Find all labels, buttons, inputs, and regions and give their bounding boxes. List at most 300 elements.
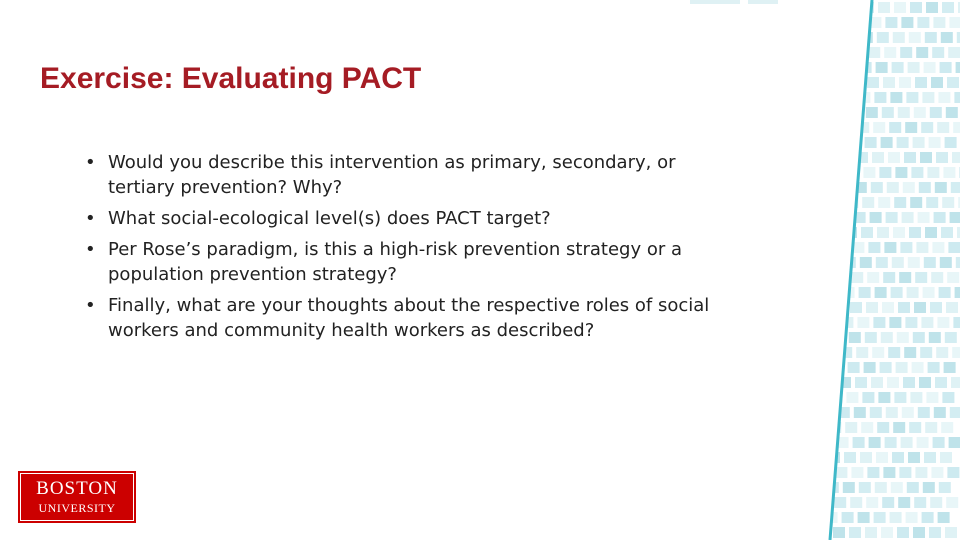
decorative-tile bbox=[944, 362, 956, 373]
decorative-tile bbox=[924, 452, 936, 463]
decorative-tile bbox=[833, 137, 845, 148]
decorative-tile bbox=[857, 317, 869, 328]
decorative-tile bbox=[893, 32, 905, 43]
decorative-tile bbox=[918, 212, 930, 223]
decorative-tile bbox=[954, 92, 960, 103]
decorative-tile bbox=[894, 2, 906, 13]
decorative-tile bbox=[900, 242, 912, 253]
decorative-tile bbox=[885, 17, 897, 28]
decorative-tile bbox=[838, 212, 850, 223]
decorative-tile bbox=[905, 317, 917, 328]
decorative-tile bbox=[920, 152, 932, 163]
decorative-tile bbox=[833, 527, 845, 538]
decorative-tile bbox=[935, 182, 947, 193]
decorative-tile bbox=[936, 152, 948, 163]
decorative-tile bbox=[934, 212, 946, 223]
decorative-tile bbox=[909, 422, 921, 433]
decorative-tile bbox=[956, 62, 960, 73]
decorative-tile bbox=[887, 377, 899, 388]
decorative-tile bbox=[899, 77, 911, 88]
decorative-tile bbox=[925, 227, 937, 238]
decorative-tile bbox=[937, 317, 949, 328]
decorative-tile bbox=[894, 197, 906, 208]
decorative-tile bbox=[868, 47, 880, 58]
decorative-tile bbox=[835, 77, 847, 88]
decorative-tile bbox=[932, 242, 944, 253]
decorative-tile bbox=[824, 152, 836, 163]
decorative-tile bbox=[834, 302, 846, 313]
decorative-tile bbox=[830, 197, 842, 208]
decorative-tile bbox=[864, 362, 876, 373]
decorative-tile bbox=[916, 242, 928, 253]
decorative-tile bbox=[825, 122, 837, 133]
decorative-tile bbox=[892, 257, 904, 268]
decorative-tile bbox=[833, 332, 845, 343]
decorative-tile bbox=[882, 107, 894, 118]
decorative-tile bbox=[878, 392, 890, 403]
decorative-tile bbox=[929, 527, 941, 538]
decorative-tile bbox=[856, 347, 868, 358]
decorative-tile bbox=[885, 437, 897, 448]
decorative-tile bbox=[878, 197, 890, 208]
decorative-tile bbox=[948, 47, 960, 58]
decorative-tile bbox=[874, 92, 886, 103]
decorative-tile bbox=[828, 257, 840, 268]
decorative-tile bbox=[955, 287, 960, 298]
decorative-tile bbox=[910, 197, 922, 208]
decorative-tile bbox=[890, 512, 902, 523]
decorative-tile bbox=[851, 77, 863, 88]
decorative-tile bbox=[840, 152, 852, 163]
decorative-tile bbox=[945, 332, 957, 343]
decorative-tile bbox=[915, 272, 927, 283]
decorative-tile bbox=[922, 512, 934, 523]
decorative-tile bbox=[882, 302, 894, 313]
decorative-tile bbox=[846, 392, 858, 403]
decorative-tile bbox=[931, 467, 943, 478]
decorative-tile bbox=[895, 167, 907, 178]
decorative-tile bbox=[951, 377, 960, 388]
decorative-tile bbox=[948, 242, 960, 253]
decorative-tile bbox=[875, 482, 887, 493]
decorative-tile bbox=[902, 212, 914, 223]
decorative-tile bbox=[947, 77, 959, 88]
decorative-tile bbox=[949, 437, 960, 448]
decorative-tile bbox=[917, 17, 929, 28]
decorative-tile bbox=[830, 2, 842, 13]
decorative-tile bbox=[866, 107, 878, 118]
decorative-tile bbox=[872, 347, 884, 358]
decorative-tile bbox=[868, 242, 880, 253]
decorative-tile bbox=[881, 137, 893, 148]
decorative-tile bbox=[882, 497, 894, 508]
decorative-tile bbox=[884, 47, 896, 58]
decorative-tile bbox=[939, 287, 951, 298]
bullet-item bbox=[85, 237, 745, 287]
decorative-tile bbox=[946, 107, 958, 118]
decorative-tile bbox=[924, 62, 936, 73]
decorative-tile bbox=[834, 497, 846, 508]
decorative-tile bbox=[915, 77, 927, 88]
decorative-tile bbox=[932, 47, 944, 58]
logo-frame bbox=[20, 473, 134, 521]
decorative-tile bbox=[876, 257, 888, 268]
decorative-tile bbox=[937, 122, 949, 133]
decorative-tile bbox=[908, 452, 920, 463]
logo-text-line1: BOSTON bbox=[36, 477, 118, 499]
decorative-tile bbox=[941, 227, 953, 238]
decorative-tile bbox=[877, 227, 889, 238]
decorative-tile bbox=[894, 392, 906, 403]
decorative-tile bbox=[947, 272, 959, 283]
decorative-tile bbox=[919, 377, 931, 388]
decorative-tile bbox=[934, 407, 946, 418]
decorative-tile bbox=[926, 392, 938, 403]
decorative-tile bbox=[827, 287, 839, 298]
decorative-tile bbox=[938, 512, 950, 523]
decorative-tile bbox=[897, 527, 909, 538]
decorative-tile bbox=[810, 512, 822, 523]
decorative-tile bbox=[862, 392, 874, 403]
decorative-tile bbox=[850, 302, 862, 313]
decorative-tile bbox=[825, 317, 837, 328]
decorative-tile bbox=[865, 332, 877, 343]
decorative-tile bbox=[842, 92, 854, 103]
decorative-tile bbox=[811, 482, 823, 493]
decorative-tile bbox=[829, 227, 841, 238]
decorative-tile bbox=[898, 497, 910, 508]
decorative-tile bbox=[889, 317, 901, 328]
decorative-tile bbox=[837, 17, 849, 28]
decorative-tile bbox=[941, 32, 953, 43]
decorative-tile bbox=[866, 497, 878, 508]
decorative-tile bbox=[819, 272, 831, 283]
decorative-tile bbox=[844, 452, 856, 463]
decorative-tile bbox=[901, 17, 913, 28]
decorative-tile bbox=[918, 407, 930, 418]
decorative-tile bbox=[930, 107, 942, 118]
decorative-tile bbox=[929, 137, 941, 148]
decorative-tile bbox=[936, 347, 948, 358]
decorative-tile bbox=[890, 92, 902, 103]
decorative-tile bbox=[881, 527, 893, 538]
decorative-tile bbox=[898, 302, 910, 313]
decorative-tile bbox=[851, 467, 863, 478]
decorative-tile bbox=[907, 482, 919, 493]
decorative-tile bbox=[867, 272, 879, 283]
decorative-tile bbox=[871, 182, 883, 193]
decorative-tile bbox=[867, 77, 879, 88]
decorative-tile bbox=[892, 62, 904, 73]
bullet-text: What social-ecological level(s) does PACT target? bbox=[108, 208, 551, 229]
decorative-tile bbox=[897, 332, 909, 343]
decorative-tile bbox=[953, 122, 960, 133]
decorative-tile bbox=[850, 497, 862, 508]
decorative-tile bbox=[865, 527, 877, 538]
decorative-tile bbox=[925, 32, 937, 43]
decorative-tile bbox=[892, 452, 904, 463]
decorative-tile bbox=[835, 272, 847, 283]
decorative-tile bbox=[822, 212, 834, 223]
decorative-tile bbox=[852, 47, 864, 58]
decorative-tile bbox=[823, 377, 835, 388]
decorative-tile bbox=[917, 437, 929, 448]
decorative-tile bbox=[897, 137, 909, 148]
decorative-tile bbox=[921, 317, 933, 328]
decorative-tile bbox=[950, 407, 960, 418]
slide-title: Exercise: Evaluating PACT bbox=[40, 62, 422, 95]
decorative-tile bbox=[872, 152, 884, 163]
decorative-tile bbox=[878, 2, 890, 13]
decorative-tile bbox=[831, 167, 843, 178]
decorative-tile bbox=[855, 377, 867, 388]
decorative-tile bbox=[928, 362, 940, 373]
bullet-list bbox=[85, 150, 745, 349]
decorative-tile bbox=[938, 92, 950, 103]
decorative-tile bbox=[902, 407, 914, 418]
decorative-tile bbox=[841, 122, 853, 133]
decorative-tile bbox=[871, 377, 883, 388]
tile-pattern bbox=[810, 0, 960, 540]
decorative-tile bbox=[849, 137, 861, 148]
decorative-tile bbox=[956, 257, 960, 268]
decorative-tile bbox=[924, 257, 936, 268]
decorative-tile bbox=[907, 287, 919, 298]
decorative-tile bbox=[906, 512, 918, 523]
decorative-tile bbox=[866, 302, 878, 313]
decorative-tile bbox=[877, 32, 889, 43]
decorative-tile bbox=[834, 107, 846, 118]
decorative-tile bbox=[886, 212, 898, 223]
decorative-tile bbox=[940, 452, 952, 463]
decorative-tile bbox=[925, 422, 937, 433]
bullet-text: Would you describe this intervention as primary, secondary, or tertiary prevention? Why? bbox=[108, 152, 676, 198]
decorative-tile bbox=[912, 362, 924, 373]
decorative-tile bbox=[946, 497, 958, 508]
decorative-tile bbox=[873, 122, 885, 133]
decorative-tile bbox=[920, 347, 932, 358]
decorative-tile bbox=[914, 302, 926, 313]
decorative-tile bbox=[952, 347, 960, 358]
decorative-tile bbox=[898, 107, 910, 118]
decorative-tile bbox=[821, 437, 833, 448]
bullet-item bbox=[85, 150, 745, 200]
decorative-tile bbox=[824, 347, 836, 358]
decorative-tile bbox=[900, 47, 912, 58]
decorative-tile bbox=[903, 377, 915, 388]
decorative-tile bbox=[930, 497, 942, 508]
decorative-tile bbox=[915, 467, 927, 478]
decorative-tile bbox=[883, 77, 895, 88]
decorative-tile bbox=[818, 302, 830, 313]
decorative-tile bbox=[881, 332, 893, 343]
decorative-tile bbox=[926, 197, 938, 208]
decorative-tile bbox=[903, 182, 915, 193]
decorative-tile bbox=[818, 497, 830, 508]
decorative-tile bbox=[859, 287, 871, 298]
decorative-tile bbox=[929, 332, 941, 343]
decorative-tile bbox=[816, 362, 828, 373]
decorative-tile bbox=[914, 107, 926, 118]
decorative-tile bbox=[887, 182, 899, 193]
bullet-marker: • bbox=[85, 295, 96, 316]
decorative-tile bbox=[854, 407, 866, 418]
decorative-tile bbox=[862, 197, 874, 208]
decorative-tile bbox=[853, 17, 865, 28]
decorative-tile bbox=[901, 437, 913, 448]
decorative-tile bbox=[812, 452, 824, 463]
decorative-tile bbox=[913, 332, 925, 343]
decorative-tile bbox=[889, 122, 901, 133]
decorative-tile bbox=[914, 497, 926, 508]
decorative-tile bbox=[853, 437, 865, 448]
decorative-tile bbox=[835, 467, 847, 478]
decorative-tile bbox=[823, 182, 835, 193]
decorative-tile bbox=[817, 332, 829, 343]
decorative-tile bbox=[922, 92, 934, 103]
decorative-tile bbox=[933, 17, 945, 28]
decorative-tile bbox=[814, 392, 826, 403]
decorative-tile bbox=[842, 512, 854, 523]
decorative-tile bbox=[906, 92, 918, 103]
decorative-tile bbox=[849, 527, 861, 538]
decorative-tile bbox=[874, 512, 886, 523]
decorative-tile bbox=[927, 167, 939, 178]
decorative-tile bbox=[893, 227, 905, 238]
bullet-text: Finally, what are your thoughts about the respective roles of social workers and community health workers as described? bbox=[108, 295, 710, 341]
decorative-tile bbox=[943, 167, 955, 178]
decorative-tile bbox=[876, 452, 888, 463]
decorative-tile bbox=[893, 422, 905, 433]
decorative-tile bbox=[931, 77, 943, 88]
decorative-tile bbox=[869, 437, 881, 448]
decorative-tile bbox=[859, 482, 871, 493]
decorative-tile bbox=[910, 392, 922, 403]
decorative-tile bbox=[846, 2, 858, 13]
decorative-tile bbox=[839, 182, 851, 193]
decorative-tile bbox=[911, 167, 923, 178]
decorative-tile bbox=[909, 32, 921, 43]
decorative-tile bbox=[813, 422, 825, 433]
decorative-tile bbox=[861, 227, 873, 238]
decorative-tile bbox=[850, 107, 862, 118]
decorative-tile bbox=[940, 257, 952, 268]
decorative-tile bbox=[844, 62, 856, 73]
decorative-tile bbox=[921, 122, 933, 133]
decorative-tile bbox=[899, 467, 911, 478]
decorative-tile bbox=[870, 212, 882, 223]
decorative-tile bbox=[863, 167, 875, 178]
decorative-tile bbox=[886, 407, 898, 418]
decorative-tile bbox=[931, 272, 943, 283]
decorative-tile bbox=[891, 287, 903, 298]
decorative-tile bbox=[843, 482, 855, 493]
decorative-tile bbox=[851, 272, 863, 283]
boston-university-logo bbox=[18, 471, 136, 523]
decorative-tile bbox=[829, 32, 841, 43]
decorative-tile bbox=[941, 422, 953, 433]
decorative-tile bbox=[883, 467, 895, 478]
decorative-tile bbox=[933, 437, 945, 448]
decorative-tile bbox=[888, 152, 900, 163]
decorative-tile bbox=[916, 47, 928, 58]
decorative-tile bbox=[899, 272, 911, 283]
decorative-tile bbox=[926, 2, 938, 13]
decorative-tile bbox=[947, 467, 959, 478]
decorative-tile bbox=[820, 242, 832, 253]
decorative-tile bbox=[867, 467, 879, 478]
decorative-tile bbox=[819, 467, 831, 478]
decorative-tile bbox=[848, 362, 860, 373]
decorative-tile bbox=[935, 377, 947, 388]
decorative-tile bbox=[908, 257, 920, 268]
decorative-tile bbox=[945, 137, 957, 148]
decorative-tile bbox=[945, 527, 957, 538]
decorative-tile bbox=[879, 167, 891, 178]
decorative-tile bbox=[939, 482, 951, 493]
decorative-tile bbox=[888, 347, 900, 358]
decorative-tile bbox=[908, 62, 920, 73]
decorative-tile bbox=[942, 197, 954, 208]
decorative-tile bbox=[883, 272, 895, 283]
decorative-tile bbox=[942, 392, 954, 403]
decorative-tile bbox=[870, 407, 882, 418]
decorative-tile bbox=[905, 122, 917, 133]
decorative-tile bbox=[950, 212, 960, 223]
bullet-marker: • bbox=[85, 208, 96, 229]
decorative-tile bbox=[826, 92, 838, 103]
decorative-tile bbox=[865, 137, 877, 148]
decorative-tile bbox=[856, 152, 868, 163]
decorative-tile bbox=[910, 2, 922, 13]
bullet-item bbox=[85, 206, 745, 231]
decorative-tile bbox=[861, 32, 873, 43]
decorative-tile bbox=[845, 32, 857, 43]
decorative-tile bbox=[880, 362, 892, 373]
decorative-tile bbox=[849, 332, 861, 343]
decorative-tile bbox=[913, 527, 925, 538]
bullet-text: Per Rose’s paradigm, is this a high-risk prevention strategy or a population prevention strategy? bbox=[108, 239, 682, 285]
decorative-tile bbox=[836, 242, 848, 253]
bullet-marker: • bbox=[85, 239, 96, 260]
decorative-tile bbox=[953, 317, 960, 328]
bullet-marker: • bbox=[85, 152, 96, 173]
decorative-tile bbox=[828, 62, 840, 73]
decorative-tile bbox=[877, 422, 889, 433]
decorative-tile bbox=[822, 407, 834, 418]
logo-text-line2: UNIVERSITY bbox=[38, 500, 116, 515]
decorative-tile bbox=[951, 182, 960, 193]
decorative-tile bbox=[913, 137, 925, 148]
decorative-tile bbox=[836, 47, 848, 58]
decorative-tile bbox=[952, 152, 960, 163]
decorative-tile bbox=[876, 62, 888, 73]
decorative-tile bbox=[884, 242, 896, 253]
decorative-tile bbox=[904, 347, 916, 358]
decorative-tile bbox=[919, 182, 931, 193]
decorative-tile bbox=[923, 287, 935, 298]
decorative-tile bbox=[909, 227, 921, 238]
decorative-tile bbox=[861, 422, 873, 433]
decorative-tile bbox=[940, 62, 952, 73]
decorative-tile bbox=[845, 422, 857, 433]
decorative-tile bbox=[873, 317, 885, 328]
decorative-tile bbox=[817, 527, 829, 538]
decorative-tile bbox=[860, 257, 872, 268]
decorative-tile bbox=[904, 152, 916, 163]
decorative-tile bbox=[946, 302, 958, 313]
decorative-tile bbox=[896, 362, 908, 373]
